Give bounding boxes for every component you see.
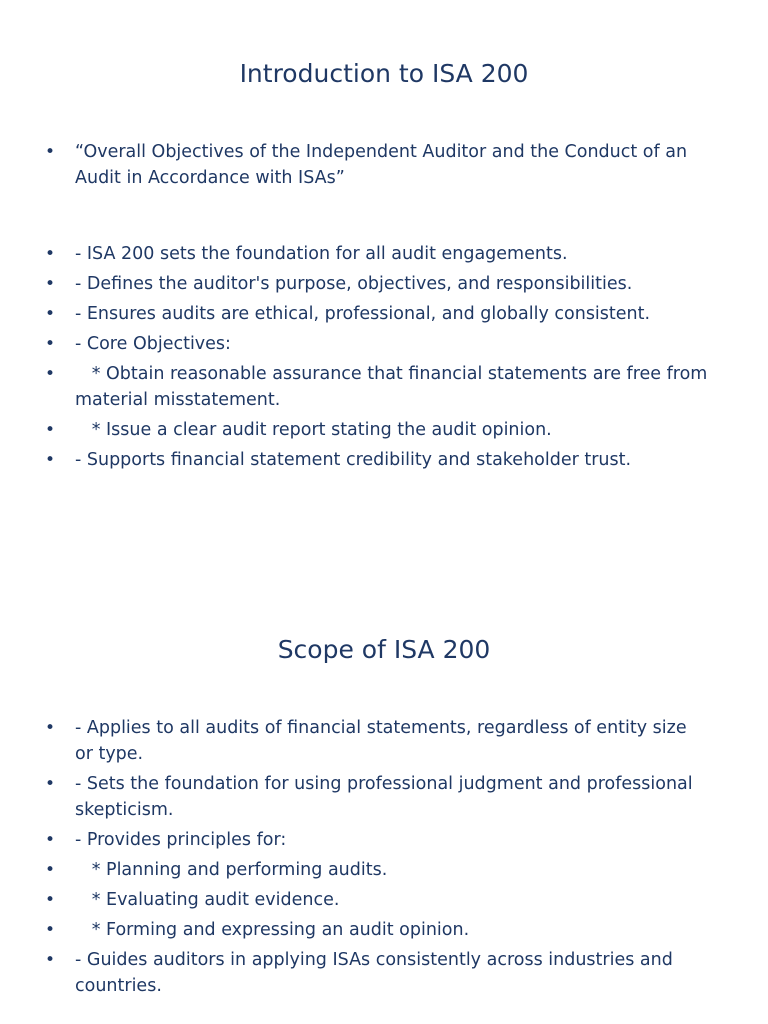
bullet-text: * Planning and performing audits. <box>75 860 388 880</box>
bullet-icon: • <box>44 860 56 880</box>
bullet-icon: • <box>44 774 56 794</box>
bullet-text: - Applies to all audits of financial statements, regardless of entity size or type. <box>75 718 687 764</box>
bullet-text: - Defines the auditor's purpose, objectives, and responsibilities. <box>75 274 633 294</box>
bullet-icon: • <box>44 244 56 264</box>
bullet-text: - Guides auditors in applying ISAs consistently across industries and countries. <box>75 950 673 996</box>
bullet-item <box>0 271 768 297</box>
bullet-icon: • <box>44 420 56 440</box>
bullet-icon: • <box>44 334 56 354</box>
bullet-item <box>0 361 768 413</box>
bullet-text: - Supports financial statement credibility and stakeholder trust. <box>75 450 632 470</box>
bullet-item <box>0 241 768 267</box>
bullet-icon: • <box>44 274 56 294</box>
bullet-list <box>0 139 768 477</box>
bullet-icon: • <box>44 450 56 470</box>
bullet-text: “Overall Objectives of the Independent Auditor and the Conduct of an Audit in Accordance with ISAs” <box>75 142 688 188</box>
bullet-item <box>0 331 768 357</box>
bullet-icon: • <box>44 890 56 910</box>
bullet-text: * Obtain reasonable assurance that financial statements are free from material misstatement. <box>75 364 713 410</box>
bullet-item <box>0 447 768 473</box>
bullet-item <box>0 417 768 443</box>
bullet-icon: • <box>44 142 56 162</box>
slide-title: Scope of ISA 200 <box>277 635 491 664</box>
bullet-list <box>0 715 768 1003</box>
bullet-text: - ISA 200 sets the foundation for all audit engagements. <box>75 244 568 264</box>
bullet-text: - Sets the foundation for using professional judgment and professional skepticism. <box>75 774 693 820</box>
bullet-item <box>0 887 768 913</box>
bullet-text: * Issue a clear audit report stating the audit opinion. <box>75 420 552 440</box>
bullet-item <box>0 139 768 191</box>
slide-title: Introduction to ISA 200 <box>239 59 529 88</box>
bullet-icon: • <box>44 920 56 940</box>
spacer <box>0 195 768 241</box>
bullet-icon: • <box>44 950 56 970</box>
bullet-text: * Forming and expressing an audit opinion. <box>75 920 470 940</box>
bullet-item <box>0 301 768 327</box>
bullet-icon: • <box>44 830 56 850</box>
bullet-icon: • <box>44 718 56 738</box>
bullet-text: * Evaluating audit evidence. <box>75 890 340 910</box>
bullet-icon: • <box>44 364 56 384</box>
bullet-item <box>0 857 768 883</box>
bullet-item <box>0 771 768 823</box>
bullet-text: - Ensures audits are ethical, professional, and globally consistent. <box>75 304 651 324</box>
bullet-item <box>0 827 768 853</box>
bullet-text: - Provides principles for: <box>75 830 287 850</box>
bullet-item <box>0 917 768 943</box>
bullet-item <box>0 947 768 999</box>
bullet-icon: • <box>44 304 56 324</box>
bullet-text: - Core Objectives: <box>75 334 231 354</box>
bullet-item <box>0 715 768 767</box>
